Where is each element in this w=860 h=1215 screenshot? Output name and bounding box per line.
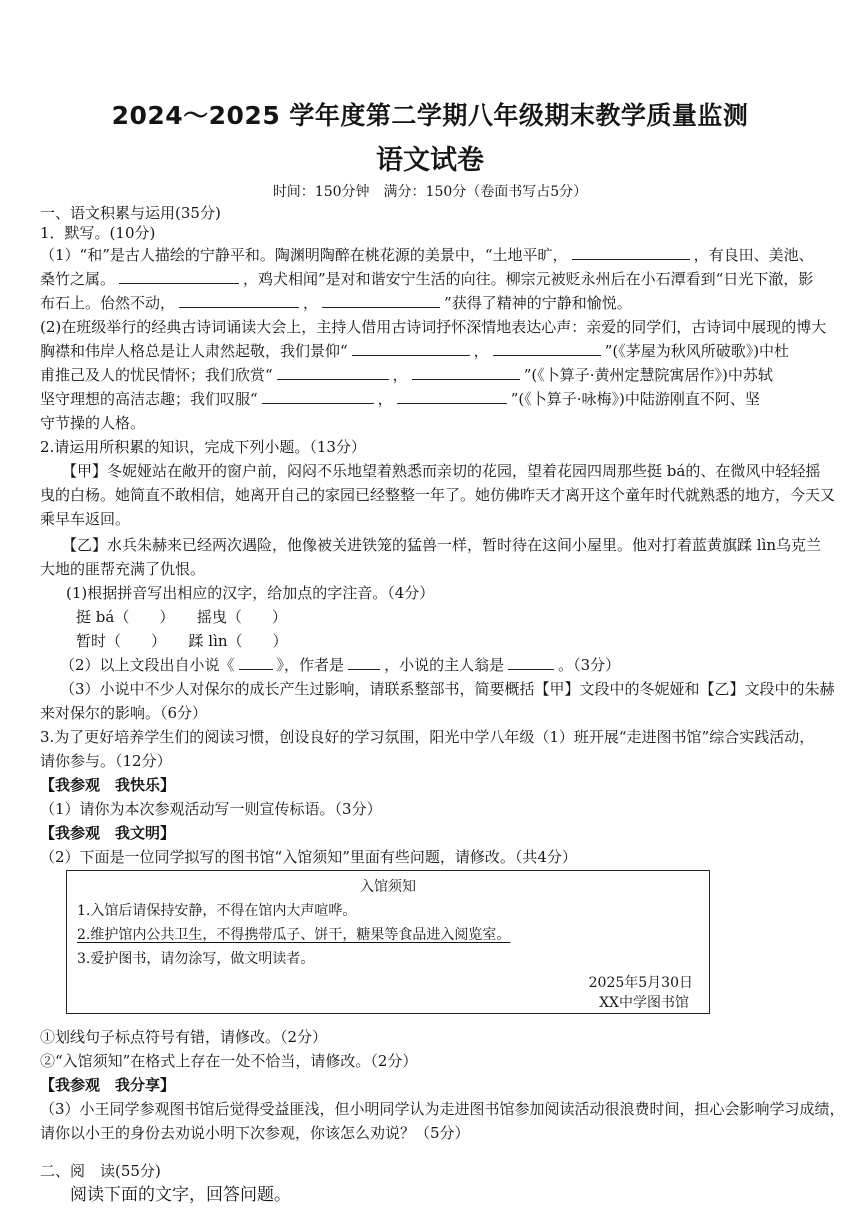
text: ，有良田、美池、 [693, 246, 814, 264]
notice-item: 1.入馆后请保持安静，不得在馆内大声喧哗。 [77, 903, 357, 919]
notice-date: 2025年5月30日 [588, 975, 693, 991]
question-text: 暂时（ ） 蹂 lìn（ ） [76, 632, 288, 650]
question-text: (2)在班级举行的经典古诗词诵读大会上，主持人借用古诗词抒怀深情地表达心声：亲爱的同学们，古诗词中展现的博大 [40, 318, 827, 336]
question-text: （1）请你为本次参观活动写一则宣传标语。（3分） [40, 800, 382, 818]
text: ”获得了精神的宁静和愉悦。 [444, 294, 632, 312]
question-text: （3）小王同学参观图书馆后觉得受益匪浅，但小明同学认为走进图书馆参加阅读活动很浪费时间，担心会影响学习成绩， [40, 1100, 845, 1118]
question-text: ①划线句子标点符号有错，请修改。（2分） [40, 1028, 328, 1046]
question-text: 挺 bá（ ） 摇曳（ ） [76, 608, 287, 626]
text: ， [377, 390, 393, 408]
sub-heading: 【我参观 我分享】 [40, 1076, 176, 1094]
question-text [40, 268, 832, 290]
sub-heading: 【我参观 我文明】 [40, 824, 176, 842]
answer-blank[interactable] [508, 654, 554, 670]
question-text: （2）下面是一位同学拟写的图书馆“入馆须知”里面有些问题，请修改。（共4分） [40, 848, 577, 866]
question-text [40, 340, 832, 362]
answer-blank[interactable] [348, 654, 380, 670]
question-text: (1)根据拼音写出相应的汉字，给加点的字注音。（4分） [66, 584, 435, 602]
text: （2）以上文段出自小说《 [60, 656, 235, 674]
text: ，小说的主人翁是 [384, 656, 505, 674]
answer-blank[interactable] [179, 292, 299, 308]
exam-meta: 时间：150分钟 满分：150分（卷面书写占5分） [272, 184, 588, 200]
notice-title: 入馆须知 [360, 879, 416, 895]
text: ， [392, 366, 408, 384]
text: 甫推己及人的忧民情怀；我们欣赏“ [40, 366, 273, 384]
question-text [40, 364, 832, 386]
text: 坚守理想的高洁志趣；我们叹服“ [40, 390, 258, 408]
question-heading: 3.为了更好培养学生们的阅读习惯，创设良好的学习氛围，阳光中学八年级（1）班开展“走进图书馆”综合实践活动， [40, 728, 815, 746]
question-text: 请你参与。（12分） [40, 752, 172, 770]
text: ”(《茅屋为秋风所破歌》)中杜 [604, 342, 790, 360]
passage-jia: 乘早车返回。 [40, 510, 131, 528]
notice-item: 3.爱护图书，请勿涂写，做文明读者。 [77, 951, 315, 967]
section-heading: 一、语文积累与运用(35分) [40, 204, 221, 222]
answer-blank[interactable] [277, 364, 389, 380]
text: 。（3分） [558, 656, 621, 674]
text: 布石上。佁然不动， [40, 294, 176, 312]
answer-blank[interactable] [397, 388, 507, 404]
question-text: （3）小说中不少人对保尔的成长产生过影响，请联系整部书，简要概括【甲】文段中的冬妮娅和【乙】文段中的朱赫 [60, 680, 835, 698]
question-text: 来对保尔的影响。（6分） [40, 704, 208, 722]
text: ， [303, 294, 319, 312]
notice-item-underlined: 2.维护馆内公共卫生，不得携带瓜子、饼干，糖果等食品进入阅览室。 [77, 927, 511, 943]
answer-blank[interactable] [119, 268, 239, 284]
passage-yi: 【乙】水兵朱赫来已经两次遇险，他像被关进铁笼的猛兽一样，暂时待在这间小屋里。他对打着蓝黄旗蹂 lìn乌克兰 [62, 536, 822, 554]
answer-blank[interactable] [352, 340, 470, 356]
answer-blank[interactable] [412, 364, 520, 380]
question-heading: 2.请运用所积累的知识，完成下列小题。（13分） [40, 438, 366, 456]
section-heading: 二、阅 读(55分) [40, 1162, 161, 1180]
reading-intro: 阅读下面的文字，回答问题。 [70, 1185, 291, 1205]
text: 》，作者是 [276, 656, 345, 674]
text: ”(《卜算子·黄州定慧院寓居作》)中苏轼 [523, 366, 773, 384]
notice-signer: XX中学图书馆 [599, 995, 689, 1011]
sub-heading: 【我参观 我快乐】 [40, 776, 176, 794]
answer-blank[interactable] [322, 292, 440, 308]
question-text [40, 244, 832, 266]
text: ，鸡犬相闻”是对和谐安宁生活的向往。柳宗元被贬永州后在小石潭看到“日光下澈，影 [243, 270, 814, 288]
passage-yi: 大地的匪帮充满了仇恨。 [40, 560, 206, 578]
exam-title: 2024～2025 学年度第二学期八年级期末教学质量监测 [111, 101, 749, 130]
text: ”(《卜算子·咏梅》)中陆游刚直不阿、坚 [510, 390, 760, 408]
answer-blank[interactable] [239, 654, 273, 670]
question-text: 请你以小王的身份去劝说小明下次参观，你该怎么劝说？（5分） [40, 1124, 470, 1142]
text: 胸襟和伟岸人格总是让人肃然起敬，我们景仰“ [40, 342, 348, 360]
question-text [60, 654, 832, 676]
answer-blank[interactable] [493, 340, 601, 356]
question-text: 守节操的人格。 [40, 414, 146, 432]
answer-blank[interactable] [572, 244, 690, 260]
text: ， [473, 342, 489, 360]
notice-box [66, 870, 710, 1014]
question-text [40, 388, 832, 410]
answer-blank[interactable] [262, 388, 374, 404]
passage-jia: 曳的白杨。她简直不敢相信，她离开自己的家园已经整整一年了。她仿佛昨天才离开这个童年时代就熟悉的地方，今天又 [40, 486, 836, 504]
text: 桑竹之属。 [40, 270, 116, 288]
passage-jia: 【甲】冬妮娅站在敞开的窗户前，闷闷不乐地望着熟悉而亲切的花园，望着花园四周那些挺 bá的、在微风中轻轻摇 [62, 462, 821, 480]
exam-subtitle: 语文试卷 [376, 145, 484, 176]
question-text: ②“入馆须知”在格式上存在一处不恰当，请修改。（2分） [40, 1052, 418, 1070]
question-text [40, 292, 832, 314]
text: （1）“和”是古人描绘的宁静平和。陶渊明陶醉在桃花源的美景中，“土地平旷， [40, 246, 568, 264]
question-heading: 1．默写。(10分) [40, 224, 156, 242]
